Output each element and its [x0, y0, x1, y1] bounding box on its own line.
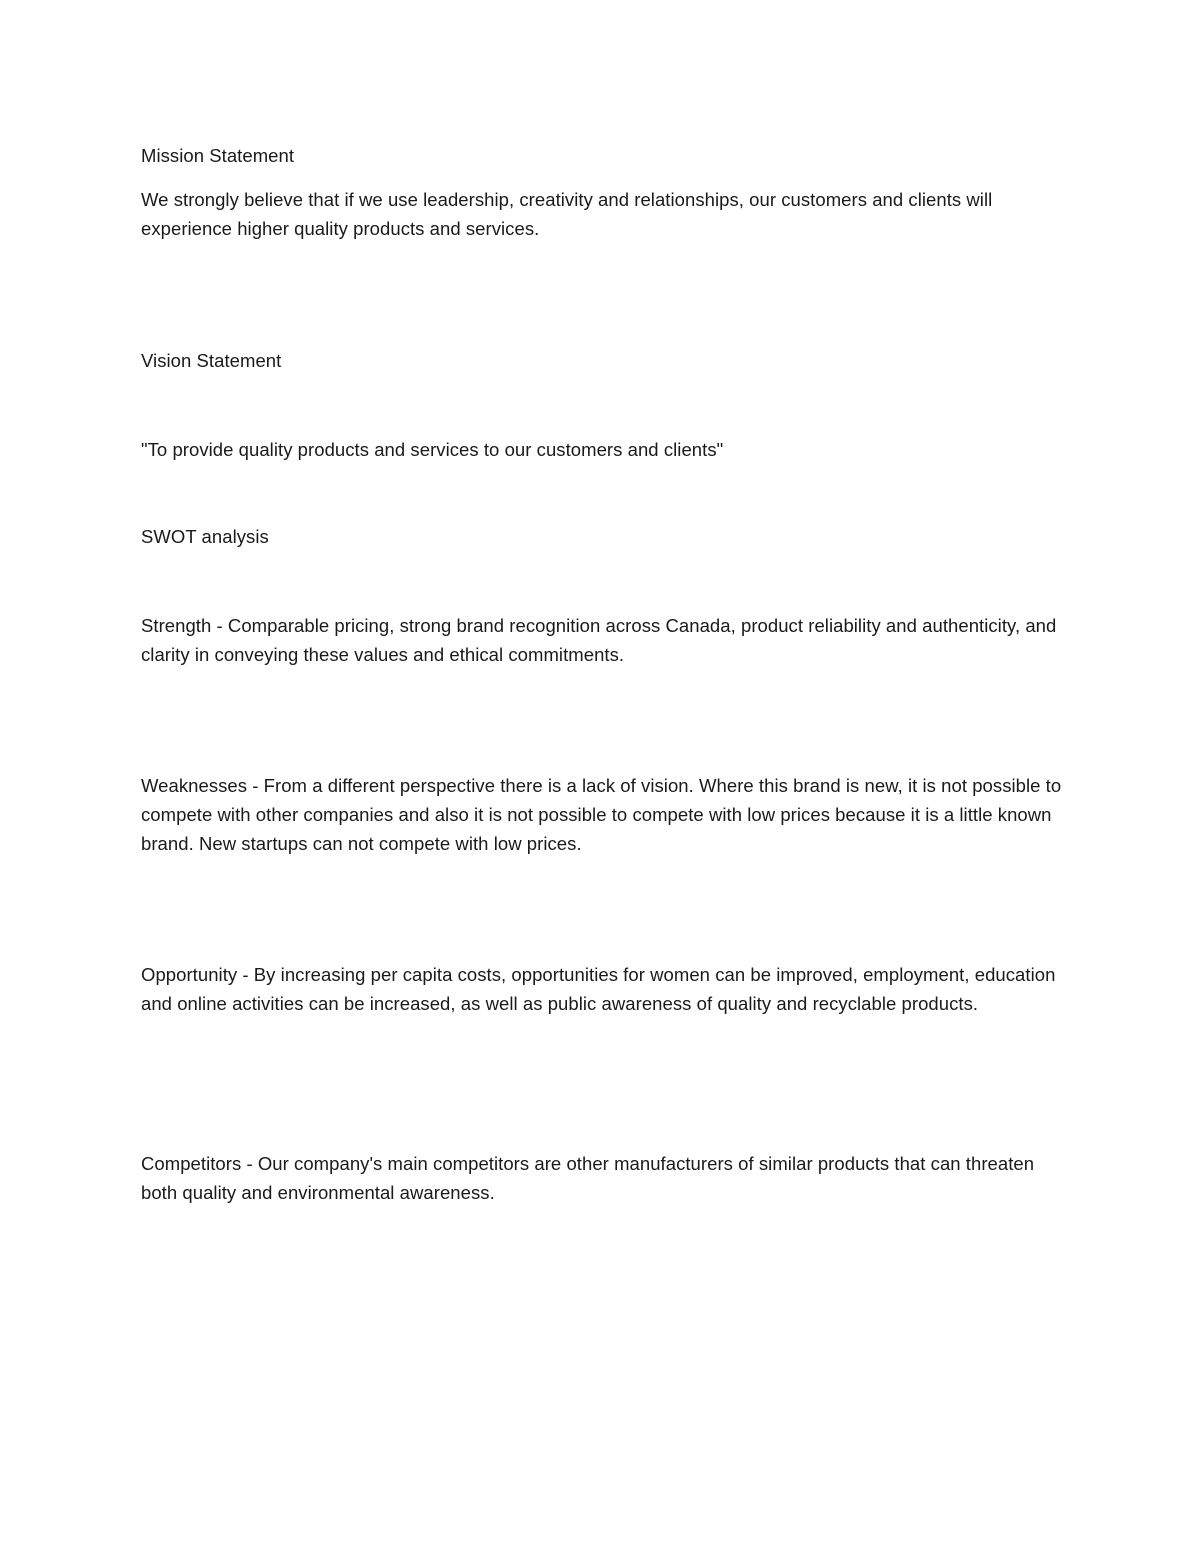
weaknesses-paragraph: Weaknesses - From a different perspective there is a lack of vision. Where this brand is new, it is not possible to compete with other companies and also it is not possible to compete with low prices because it is a little known brand. New startups can not compete with low prices. — [141, 775, 1062, 854]
opportunity-paragraph: Opportunity - By increasing per capita costs, opportunities for women can be improved, employment, education and online activities can be increased, as well as public awareness of quality and recyclable products. — [141, 964, 1056, 1014]
mission-paragraph: We strongly believe that if we use leadership, creativity and relationships, our customers and clients will experience higher quality products and services. — [141, 189, 993, 239]
swot-heading: SWOT analysis — [141, 526, 269, 547]
strength-paragraph: Strength - Comparable pricing, strong brand recognition across Canada, product reliability and authenticity, and clarity in conveying these values and ethical commitments. — [141, 615, 1057, 665]
mission-heading: Mission Statement — [141, 145, 295, 166]
vision-heading: Vision Statement — [141, 350, 282, 371]
vision-paragraph: "To provide quality products and services to our customers and clients" — [141, 439, 724, 460]
competitors-paragraph: Competitors - Our company's main competitors are other manufacturers of similar products that can threaten both quality and environmental awareness. — [141, 1153, 1035, 1203]
